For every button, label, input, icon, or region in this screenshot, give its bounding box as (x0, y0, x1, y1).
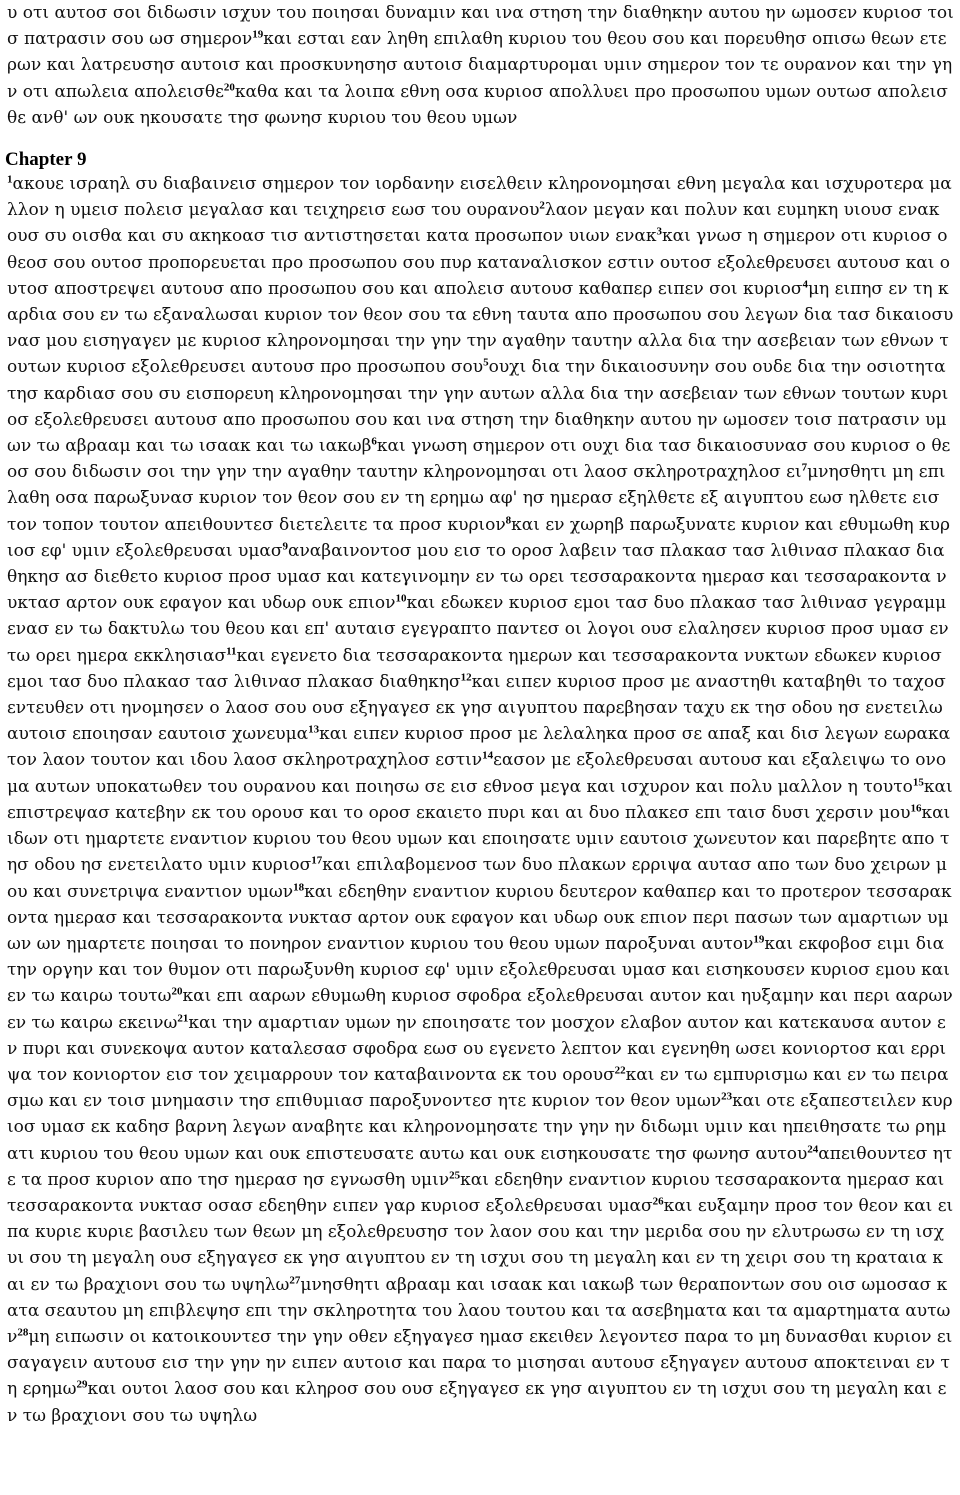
verse-text: και γνωση σημερον οτι ουχι δια τασ δικαιοσυνασ σου κυριοσ ο θεοσ σου διδωσιν σοι την γην την αγαθην ταυτην κληρονομησαι οτι λαοσ σκληροτραχηλοσ ει (7, 436, 951, 483)
verse-number: 1 (7, 173, 13, 186)
verse-number: 29 (76, 1378, 88, 1391)
verse-text: λαον μεγαν και πολυν και ευμηκη υιουσ ενακ ουσ συ οισθα και συ ακηκοασ τισ αντιστησεται κατα προσωπον υιων ενακ (7, 200, 940, 247)
verse-text: και εδεηθην εναντιον κυριου δευτερον καθαπερ και το προτερον τεσσαρακοντα ημερασ και τεσσαρακοντα νυκτασ αρτον ουκ εφαγον και υδωρ ουκ επιον περι πασων των αμαρτιων υμων ων ημαρτετε ποιησαι το πονηρον εναντιον κυριου του θεου υμων παροξυναι αυτον (7, 881, 952, 954)
chapter-body-text (0, 171, 960, 1429)
verse-text: αναβαινοντοσ μου εισ το οροσ λαβειν τασ πλακασ τασ λιθινασ πλακασ διαθηκησ ασ διεθετο κυριοσ προσ υμασ και κατεγινομην εν τω ορει τεσσαρακοντα ημερασ και τεσσαρακοντα νυκτασ αρτον ουκ εφαγον και υδωρ ουκ επιον (7, 540, 947, 614)
verse-number: 14 (482, 749, 494, 762)
verse-number: 26 (652, 1195, 664, 1208)
verse-number: 12 (460, 671, 472, 684)
verse-text: και ευξαμην προσ τον θεον και ειπα κυριε κυριε βασιλευ των θεων μη εξολεθρευσησ τον λαον σου και την μεριδα σου ην ελυτρωσω εν τη ισχυι σου τη μεγαλη ουσ εξηγαγεσ εκ γησ αιγυπτου εν τη ισχυι σου τη μεγαλη και εν τη χειρι σου τη κραταια και εν τω βραχιονι σου τω υψηλω (7, 1195, 954, 1295)
verse-text: και εσται εαν ληθη επιλαθη κυριου του θεου σου και πορευθησ οπισω θεων ετερων και λατρευσησ αυτοισ και προσκυνησησ αυτοισ διαμαρτυρομαι υμιν σημερον τον τε ουρανον και την γην οτι απωλεια απολεισθε (7, 29, 953, 102)
verse-number: 8 (505, 514, 512, 526)
verse-text: και επι ααρων εθυμωθη κυριοσ σφοδρα εξολεθρευσαι αυτον και ηυξαμην και περι ααρων εν τω καιρω εκεινω (7, 986, 953, 1033)
preceding-chapter-text (0, 0, 960, 131)
verse-text: και επιλαβομενοσ των δυο πλακων ερριψα αυτασ απο των δυο χειρων μου και συνετριψα εναντιον υμων (7, 855, 947, 902)
verse-number: 20 (223, 80, 235, 93)
verse-number: 15 (912, 776, 924, 789)
verse-text: ουχι δια την δικαιοσυνην σου ουδε δια την οσιοτητα τησ καρδιασ σου συ εισπορευη κληρονομησαι την γην αυτων αλλα δια την ασεβειαν των εθνων τουτων κυριοσ εξολεθρευσει αυτουσ απο προσωπου σου και ινα στηση την διαθηκην αυτου ην ωμοσεν τοισ πατρασιν υμων τω αβρααμ και τω ισαακ και τω ιακωβ (7, 357, 949, 457)
verse-number: 20 (171, 985, 183, 998)
verse-number: 27 (289, 1273, 301, 1286)
verse-text: απειθουντεσ ητε τα προσ κυριον απο τησ ημερασ ησ εγνωσθη υμιν (7, 1143, 953, 1190)
verse-text: και ουτοι λαοσ σου και κληροσ σου ουσ εξηγαγεσ εκ γησ αιγυπτου εν τη ισχυι σου τη μεγαλη και εν τω βραχιονι σου τω υψηλω (7, 1379, 947, 1426)
verse-text: και εδωκεν κυριοσ εμοι τασ δυο πλακασ τασ λιθινασ γεγραμμενασ εν τω δακτυλω του θεου και επ' αυταισ εγεγραπτο παντεσ οι λογοι ουσ ελαλησεν κυριοσ προσ υμασ εν τω ορει ημερα εκκλησιασ (7, 593, 949, 666)
chapter-heading: Chapter 9 (5, 149, 87, 171)
verse-text: μνησθητι αβρααμ και ισαακ και ιακωβ των θεραποντων σου οισ ωμοσασ κατα σεαυτου μη επιβλεψησ επι την σκληροτητα του λαου τουτου και τα ασεβηματα και τα αμαρτηματα αυτων (7, 1274, 951, 1347)
verse-text: ακουε ισραηλ συ διαβαινεισ σημερον τον ιορδανην εισελθειν κληρονομησαι εθνη μεγαλα και ισχυροτερα μαλλον η υμεισ πολεισ μεγαλασ και τειχηρεισ εωσ του ουρανου (7, 174, 952, 221)
verse-text: και ειπεν κυριοσ προσ με λελαληκα προσ σε απαξ και δισ λεγων εωρακα τον λαον τουτον και ιδου λαοσ σκληροτραχηλοσ εστιν (7, 724, 951, 771)
verse-text: και επιστρεψασ κατεβην εκ του ορουσ και το οροσ εκαιετο πυρι και αι δυο πλακεσ επι ταισ δυσι χερσιν μου (7, 776, 953, 823)
verse-text: και εν χωρηβ παρωξυνατε κυριον και εθυμωθη κυριοσ εφ' υμιν εξολεθρευσαι υμασ (7, 514, 950, 561)
verse-number: 16 (910, 802, 922, 815)
verse-number: 11 (226, 645, 237, 658)
verse-number: 10 (395, 592, 407, 605)
verse-text: μνησθητι μη επιλαθη οσα παρωξυνασ κυριον τον θεον σου εν τη ερημω αφ' ησ ημερασ εξηλθετε εξ αιγυπτου εωσ ηλθετε εισ τον τοπον τουτον απειθουντεσ διετελειτε τα προσ κυριον (7, 462, 946, 535)
verse-text: και γνωσ η σημερον οτι κυριοσ ο θεοσ σου ουτοσ προπορευεται προ προσωπου σου πυρ καταναλισκον εστιν ουτοσ εξολεθρευσει αυτουσ και ουτοσ αποστρεψει αυτουσ απο προσωπου σου και απολεισ αυτουσ καθαπερ ειπεν σοι κυριοσ (7, 226, 951, 299)
verse-number: 28 (17, 1326, 29, 1339)
verse-number: 6 (371, 435, 377, 448)
verse-text: και ιδων οτι ημαρτετε εναντιον κυριου του θεου υμων και εποιησατε υμιν εαυτοισ χωνευτον και παρεβητε απο τησ οδου ησ ενετειλατο υμιν κυριοσ (7, 802, 951, 876)
verse-number: 22 (614, 1064, 626, 1077)
verse-text: μη ειπησ εν τη καρδια σου εν τω εξαναλωσαι κυριον τον θεον σου τα εθνη ταυτα απο προσωπου σου λεγων δια τασ δικαιοσυνασ μου εισηγαγεν με κυριοσ κληρονομησαι την γην την αγαθην ταυτην αλλα δια την ασεβειαν των εθνων τουτων κυριοσ εξολεθρευσει αυτουσ προ προσωπου σου (7, 278, 954, 378)
verse-text: και ειπεν κυριοσ προσ με αναστηθι καταβηθι το ταχοσ εντευθεν οτι ηνομησεν ο λαοσ σου ουσ εξηγαγεσ εκ γησ αιγυπτου παρεβησαν ταχυ εκ τησ οδου ησ ενετειλω αυτοισ εποιησαν εαυτοισ χωνευμα (7, 671, 946, 745)
verse-number: 2 (539, 199, 545, 212)
verse-number: 23 (721, 1090, 733, 1103)
verse-text: εασον με εξολεθρευσαι αυτουσ και εξαλειψω το ονομα αυτων υποκατωθεν του ουρανου και ποιησω σε εισ εθνοσ μεγα και ισχυρον και πολυ μαλλον η τουτο (7, 750, 947, 797)
verse-number: 18 (293, 880, 305, 893)
verse-text: και εν τω εμπυρισμω και εν τω πειρασμω και εν τοισ μνημασιν τησ επιθυμιασ παροξυνοντεσ ητε κυριον τον θεον υμων (7, 1064, 949, 1112)
verse-text: και εδεηθην εναντιον κυριου τεσσαρακοντα ημερασ και τεσσαρακοντα νυκτασ οσασ εδεηθην ειπεν γαρ κυριοσ εξολεθρευσαι υμασ (7, 1169, 945, 1216)
verse-number: 4 (802, 278, 808, 291)
verse-number: 24 (807, 1142, 819, 1155)
verse-text: καθα και τα λοιπα εθνη οσα κυριοσ απολλυει προ προσωπου υμων ουτωσ απολεισθε ανθ' ων ουκ ηκουσατε τησ φωνησ κυριου του θεου υμων (7, 81, 948, 128)
verse-text: και εκφοβοσ ειμι δια την οργην και τον θυμον οτι παρωξυνθη κυριοσ εφ' υμιν εξολεθρευσαι υμασ και εισηκουσεν κυριοσ εμου και εν τω καιρω τουτω (7, 933, 950, 1007)
verse-text: και την αμαρτιαν υμων ην εποιησατε τον μοσχον ελαβον αυτον και κατεκαυσα αυτον εν πυρι και συνεκοψα αυτον καταλεσασ σφοδρα εωσ ου εγενετο λεπτον και εγενηθη ωσει κονιορτοσ και ερριψα τον κονιορτον εισ τον χειμαρρουν τον καταβαινοντα εκ του ορουσ (7, 1012, 947, 1085)
verse-number: 7 (801, 461, 808, 474)
verse-text: υ οτι αυτοσ σοι διδωσιν ισχυν του ποιησαι δυναμιν και ινα στηση την διαθηκην αυτου ην ωμοσεν κυριοσ τοισ πατρασιν σου ωσ σημερον (7, 3, 954, 50)
verse-number: 21 (177, 1011, 189, 1024)
verse-number: 3 (656, 225, 662, 238)
verse-number: 5 (483, 356, 489, 369)
verse-number: 9 (282, 540, 288, 553)
verse-text: και εγενετο δια τεσσαρακοντα ημερων και τεσσαρακοντα νυκτων εδωκεν κυριοσ εμοι τασ δυο πλακασ τασ λιθινασ πλακασ διαθηκησ (7, 645, 942, 692)
verse-text: μη ειπωσιν οι κατοικουντεσ την γην οθεν εξηγαγεσ ημασ εκειθεν λεγοντεσ παρα το μη δυνασθαι κυριον εισαγαγειν αυτουσ εισ την γην ην ειπεν αυτοισ και παρα το μισησαι αυτουσ εξηγαγεν αυτουσ αποκτειναι εν τη ερημω (7, 1326, 953, 1400)
verse-number: 19 (753, 933, 765, 946)
verse-number: 13 (308, 723, 320, 736)
verse-number: 17 (311, 854, 323, 867)
verse-number: 19 (252, 28, 264, 41)
verse-number: 25 (449, 1169, 461, 1182)
verse-text: και οτε εξαπεστειλεν κυριοσ υμασ εκ καδησ βαρνη λεγων αναβητε και κληρονομησατε την γην ην διδωμι υμιν και ηπειθησατε τω ρηματι κυριου του θεου υμων και ουκ επιστευσατε αυτω και ουκ εισηκουσατε τησ φωνησ αυτου (7, 1091, 953, 1164)
